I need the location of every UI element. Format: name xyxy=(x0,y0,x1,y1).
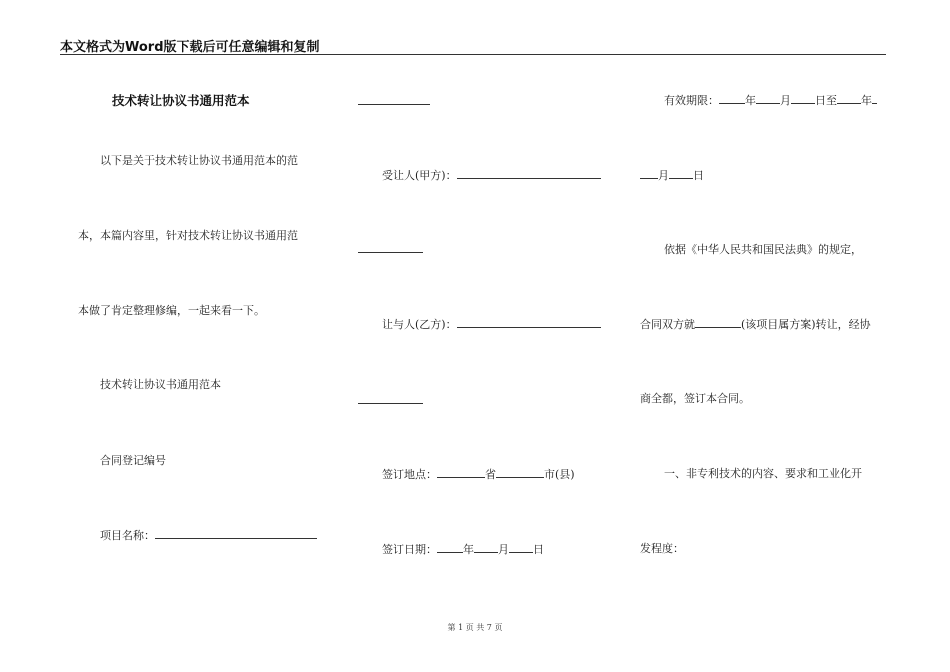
validity-label: 有效期限： xyxy=(664,94,719,107)
validity-end-year-blank xyxy=(837,93,861,104)
validity-year-label: 年 xyxy=(745,94,756,107)
city-label: 市(县) xyxy=(544,468,575,481)
signature-blank-3 xyxy=(358,403,423,404)
transferee-field xyxy=(382,168,601,183)
validity-end-day-blank xyxy=(669,168,693,179)
city-blank xyxy=(496,467,544,478)
transferee-blank xyxy=(457,168,601,179)
project-name-label: 项目名称： xyxy=(100,529,155,542)
page-header: 本文格式为Word版下载后可任意编辑和复制 xyxy=(60,36,886,55)
validity-month-blank xyxy=(756,93,780,104)
section-1-heading-cont: 发程度： xyxy=(640,542,684,555)
year-label: 年 xyxy=(463,543,474,556)
day-label: 日 xyxy=(533,543,544,556)
intro-line-3: 本做了肯定整理修编，一起来看一下。 xyxy=(78,304,265,317)
signature-blank-2 xyxy=(358,252,423,253)
basis-line-2-start: 合同双方就 xyxy=(640,318,695,331)
transferee-label: 受让人(甲方)： xyxy=(382,169,457,182)
day-blank xyxy=(509,542,533,553)
subtitle: 技术转让协议书通用范本 xyxy=(100,378,221,391)
basis-line-3: 商全都，签订本合同。 xyxy=(640,392,750,405)
month-label: 月 xyxy=(498,543,509,556)
validity-month-label: 月 xyxy=(780,94,791,107)
contract-number-label: 合同登记编号 xyxy=(100,454,166,467)
validity-year-blank xyxy=(719,93,745,104)
basis-line-2 xyxy=(640,317,871,332)
transferor-field xyxy=(382,317,601,332)
sign-date-field xyxy=(382,542,544,557)
intro-line-1: 以下是关于技术转让协议书通用范本的范 xyxy=(100,154,298,167)
province-blank xyxy=(437,467,485,478)
sign-date-label: 签订日期： xyxy=(382,543,437,556)
validity-end-month-blank xyxy=(640,168,658,179)
transferor-label: 让与人(乙方)： xyxy=(382,318,457,331)
validity-end-month-label: 月 xyxy=(658,169,669,182)
validity-end-trailing-blank xyxy=(872,93,877,104)
project-blank xyxy=(695,317,741,328)
validity-field xyxy=(664,93,877,108)
year-blank xyxy=(437,542,463,553)
validity-end-day-label: 日 xyxy=(693,169,704,182)
basis-line-1: 依据《中华人民共和国民法典》的规定， xyxy=(664,243,862,256)
validity-end-year-label: 年 xyxy=(861,94,872,107)
section-1-heading: 一、非专利技术的内容、要求和工业化开 xyxy=(664,467,862,480)
signature-blank-1 xyxy=(358,104,430,105)
validity-day-to-label: 日至 xyxy=(815,94,837,107)
sign-place-label: 签订地点： xyxy=(382,468,437,481)
intro-line-2: 本，本篇内容里，针对技术转让协议书通用范 xyxy=(78,229,298,242)
document-title: 技术转让协议书通用范本 xyxy=(112,93,250,108)
validity-day-blank xyxy=(791,93,815,104)
month-blank xyxy=(474,542,498,553)
project-name-field xyxy=(100,528,317,543)
sign-place-field xyxy=(382,467,575,482)
page-number: 第 1 页 共 7 页 xyxy=(447,623,503,632)
validity-end-field xyxy=(640,168,704,183)
transferor-blank xyxy=(457,317,601,328)
project-name-blank xyxy=(155,528,317,539)
basis-line-2-end: (该项目属方案)转让，经协 xyxy=(741,318,871,331)
province-label: 省 xyxy=(485,468,496,481)
